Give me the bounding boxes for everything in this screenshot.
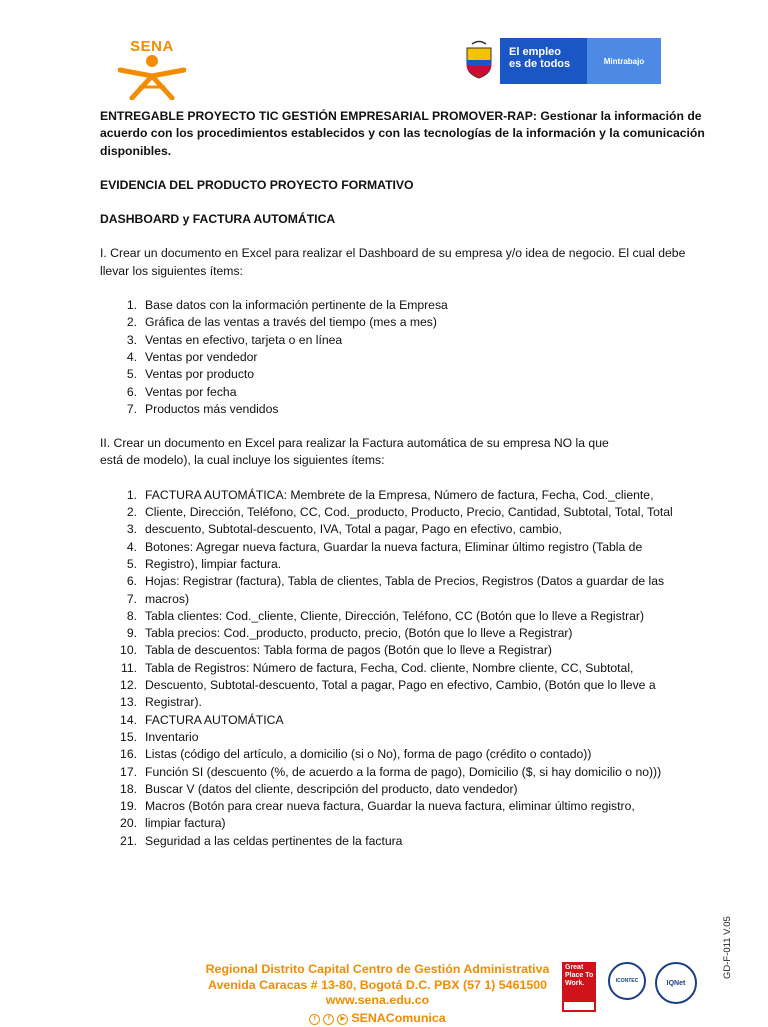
- document-subtitle: DASHBOARD y FACTURA AUTOMÁTICA: [100, 212, 336, 227]
- list-item-number: 20.: [120, 816, 137, 831]
- list-item-text: Listas (código del artículo, a domicilio (si o No), forma de pago (crédito o contado)): [145, 747, 592, 762]
- list-item-text: Tabla clientes: Cod._cliente, Cliente, Dirección, Teléfono, CC (Botón que lo lleve a Registrar): [145, 608, 645, 623]
- list-item: [100, 314, 705, 331]
- list-item: [100, 384, 705, 401]
- list-item-text: Buscar V (datos del cliente, descripción del producto, dato vendedor): [145, 781, 518, 796]
- list-item: [100, 573, 705, 590]
- list-item: [100, 487, 705, 504]
- list-item-text: Base datos con la información pertinente de la Empresa: [145, 298, 448, 313]
- sena-logo: [114, 38, 190, 100]
- list-item: [100, 746, 705, 763]
- sena-logo-text: SENA: [130, 38, 174, 55]
- list-item-text: descuento, Subtotal-descuento, IVA, Total a pagar, Pago en efectivo, cambio,: [145, 522, 562, 537]
- youtube-icon[interactable]: ▶: [337, 1014, 348, 1025]
- list-item-text: Productos más vendidos: [145, 401, 279, 416]
- gov-slogan-line1: El empleo: [509, 46, 561, 58]
- list-item-number: 1.: [126, 487, 137, 502]
- mintrabajo-logo: [458, 38, 661, 84]
- list-item-number: 16.: [120, 747, 137, 762]
- list-item: [100, 332, 705, 349]
- iqnet-badge: [655, 962, 697, 1004]
- list-item: [100, 660, 705, 677]
- footer-address: [190, 962, 565, 1027]
- list-item-number: 8.: [126, 608, 137, 623]
- list-item: [100, 556, 705, 573]
- list-item-text: Ventas por fecha: [145, 384, 237, 399]
- list-item-number: 6.: [126, 384, 137, 399]
- list-item-text: limpiar factura): [145, 816, 226, 831]
- list-item-number: 1.: [126, 298, 137, 313]
- list-item: [100, 297, 705, 314]
- section1-list: [100, 297, 705, 418]
- list-item-number: 7.: [126, 401, 137, 416]
- list-item-text: FACTURA AUTOMÁTICA: [145, 712, 284, 727]
- document-body: [100, 108, 705, 850]
- list-item: [100, 521, 705, 538]
- list-item: [100, 815, 705, 832]
- section2-list: [100, 487, 705, 850]
- list-item-number: 6.: [126, 574, 137, 589]
- list-item: [100, 642, 705, 659]
- list-item: [100, 349, 705, 366]
- footer-social-handle[interactable]: SENAComunica: [351, 1011, 446, 1026]
- icontec-badge: [608, 962, 646, 1000]
- list-item: [100, 401, 705, 418]
- section2-intro-line2: está de modelo), la cual incluye los siguientes ítems:: [100, 453, 385, 468]
- list-item: [100, 712, 705, 729]
- list-item-number: 7.: [126, 591, 137, 606]
- list-item: [100, 677, 705, 694]
- list-item: [100, 781, 705, 798]
- list-item-text: Ventas por vendedor: [145, 349, 258, 364]
- list-item: [100, 625, 705, 642]
- list-item-text: Ventas en efectivo, tarjeta o en línea: [145, 332, 343, 347]
- list-item: [100, 608, 705, 625]
- list-item-text: Función SI (descuento (%, de acuerdo a la forma de pago), Domicilio ($, si hay domicilio o no))): [145, 764, 662, 779]
- list-item-number: 10.: [120, 643, 137, 658]
- list-item-number: 3.: [126, 522, 137, 537]
- list-item-text: Macros (Botón para crear nueva factura, Guardar la nueva factura, eliminar último registro,: [145, 799, 635, 814]
- sena-figure-icon: [118, 54, 186, 100]
- list-item-text: Tabla de Registros: Número de factura, Fecha, Cod. cliente, Nombre cliente, CC, Subtotal,: [145, 660, 634, 675]
- list-item-number: 17.: [120, 764, 137, 779]
- document-heading: ENTREGABLE PROYECTO TIC GESTIÓN EMPRESARIAL PROMOVER-RAP: Gestionar la información de acuerdo con los procedimientos establecidos y con las tecnologías de la información y la comunicación disponibles.: [100, 109, 705, 158]
- list-item-number: 4.: [126, 539, 137, 554]
- icontec-text: ICONTEC: [615, 978, 639, 984]
- list-item-text: Hojas: Registrar (factura), Tabla de clientes, Tabla de Precios, Registros (Datos a guardar de las: [145, 574, 665, 589]
- list-item: [100, 694, 705, 711]
- footer-social: [309, 1011, 445, 1027]
- list-item-text: Seguridad a las celdas pertinentes de la factura: [145, 833, 403, 848]
- list-item-number: 13.: [120, 695, 137, 710]
- gov-slogan: [500, 38, 587, 84]
- list-item-text: Gráfica de las ventas a través del tiempo (mes a mes): [145, 315, 437, 330]
- gov-brand: Mintrabajo: [587, 38, 661, 84]
- list-item: [100, 729, 705, 746]
- gptw-cert-strip: [564, 1002, 594, 1010]
- document-code: GD-F-011 V.05: [722, 916, 733, 979]
- gptw-text: Great Place To Work.: [565, 964, 594, 987]
- evidence-title: EVIDENCIA DEL PRODUCTO PROYECTO FORMATIVO: [100, 177, 414, 192]
- list-item: [100, 764, 705, 781]
- list-item-number: 2.: [126, 315, 137, 330]
- twitter-icon[interactable]: t: [309, 1014, 320, 1025]
- footer-website[interactable]: www.sena.edu.co: [325, 993, 430, 1007]
- list-item-number: 9.: [126, 626, 137, 641]
- list-item-text: Descuento, Subtotal-descuento, Total a pagar, Pago en efectivo, Cambio, (Botón que lo lleve a: [145, 678, 656, 693]
- list-item-text: Botones: Agregar nueva factura, Guardar la nueva factura, Eliminar último registro (Tabla de: [145, 539, 643, 554]
- colombia-shield-icon: [458, 38, 500, 84]
- list-item: [100, 833, 705, 850]
- list-item-text: Tabla de descuentos: Tabla forma de pagos (Botón que lo lleve a Registrar): [145, 643, 552, 658]
- list-item-text: Tabla precios: Cod._producto, producto, precio, (Botón que lo lleve a Registrar): [145, 626, 573, 641]
- list-item-number: 21.: [120, 833, 137, 848]
- list-item-number: 5.: [126, 367, 137, 382]
- footer-line2: Avenida Caracas # 13-80, Bogotá D.C. PBX (57 1) 5461500: [207, 977, 548, 992]
- list-item-text: Inventario: [145, 729, 199, 744]
- great-place-to-work-badge: [562, 962, 596, 1012]
- list-item-number: 15.: [120, 729, 137, 744]
- footer-line1: Regional Distrito Capital Centro de Gestión Administrativa: [205, 962, 550, 976]
- list-item-number: 5.: [126, 556, 137, 571]
- list-item-number: 4.: [126, 349, 137, 364]
- list-item-number: 3.: [126, 332, 137, 347]
- list-item-text: Registro), limpiar factura.: [145, 556, 282, 571]
- list-item: [100, 539, 705, 556]
- list-item-number: 19.: [120, 799, 137, 814]
- section2-intro-line1: II. Crear un documento en Excel para realizar la Factura automática de su empresa NO la que: [100, 436, 609, 451]
- list-item-text: FACTURA AUTOMÁTICA: Membrete de la Empresa, Número de factura, Fecha, Cod._cliente,: [145, 487, 654, 502]
- list-item-number: 2.: [126, 505, 137, 520]
- iqnet-text: IQNet: [666, 979, 686, 987]
- list-item: [100, 591, 705, 608]
- list-item-text: Cliente, Dirección, Teléfono, CC, Cod._producto, Producto, Precio, Cantidad, Subtotal, Total, Total: [145, 505, 673, 520]
- list-item-number: 14.: [120, 712, 137, 727]
- list-item-text: Registrar).: [145, 695, 202, 710]
- list-item: [100, 798, 705, 815]
- list-item-number: 18.: [120, 781, 137, 796]
- section1-intro: I. Crear un documento en Excel para realizar el Dashboard de su empresa y/o idea de negocio. El cual debe llevar los siguientes ítems:: [100, 246, 686, 278]
- list-item-text: Ventas por producto: [145, 367, 255, 382]
- gov-slogan-line2: es de todos: [509, 58, 571, 70]
- facebook-icon[interactable]: f: [323, 1014, 334, 1025]
- list-item: [100, 504, 705, 521]
- list-item: [100, 366, 705, 383]
- list-item-number: 12.: [120, 678, 137, 693]
- list-item-number: 11.: [120, 660, 137, 675]
- list-item-text: macros): [145, 591, 190, 606]
